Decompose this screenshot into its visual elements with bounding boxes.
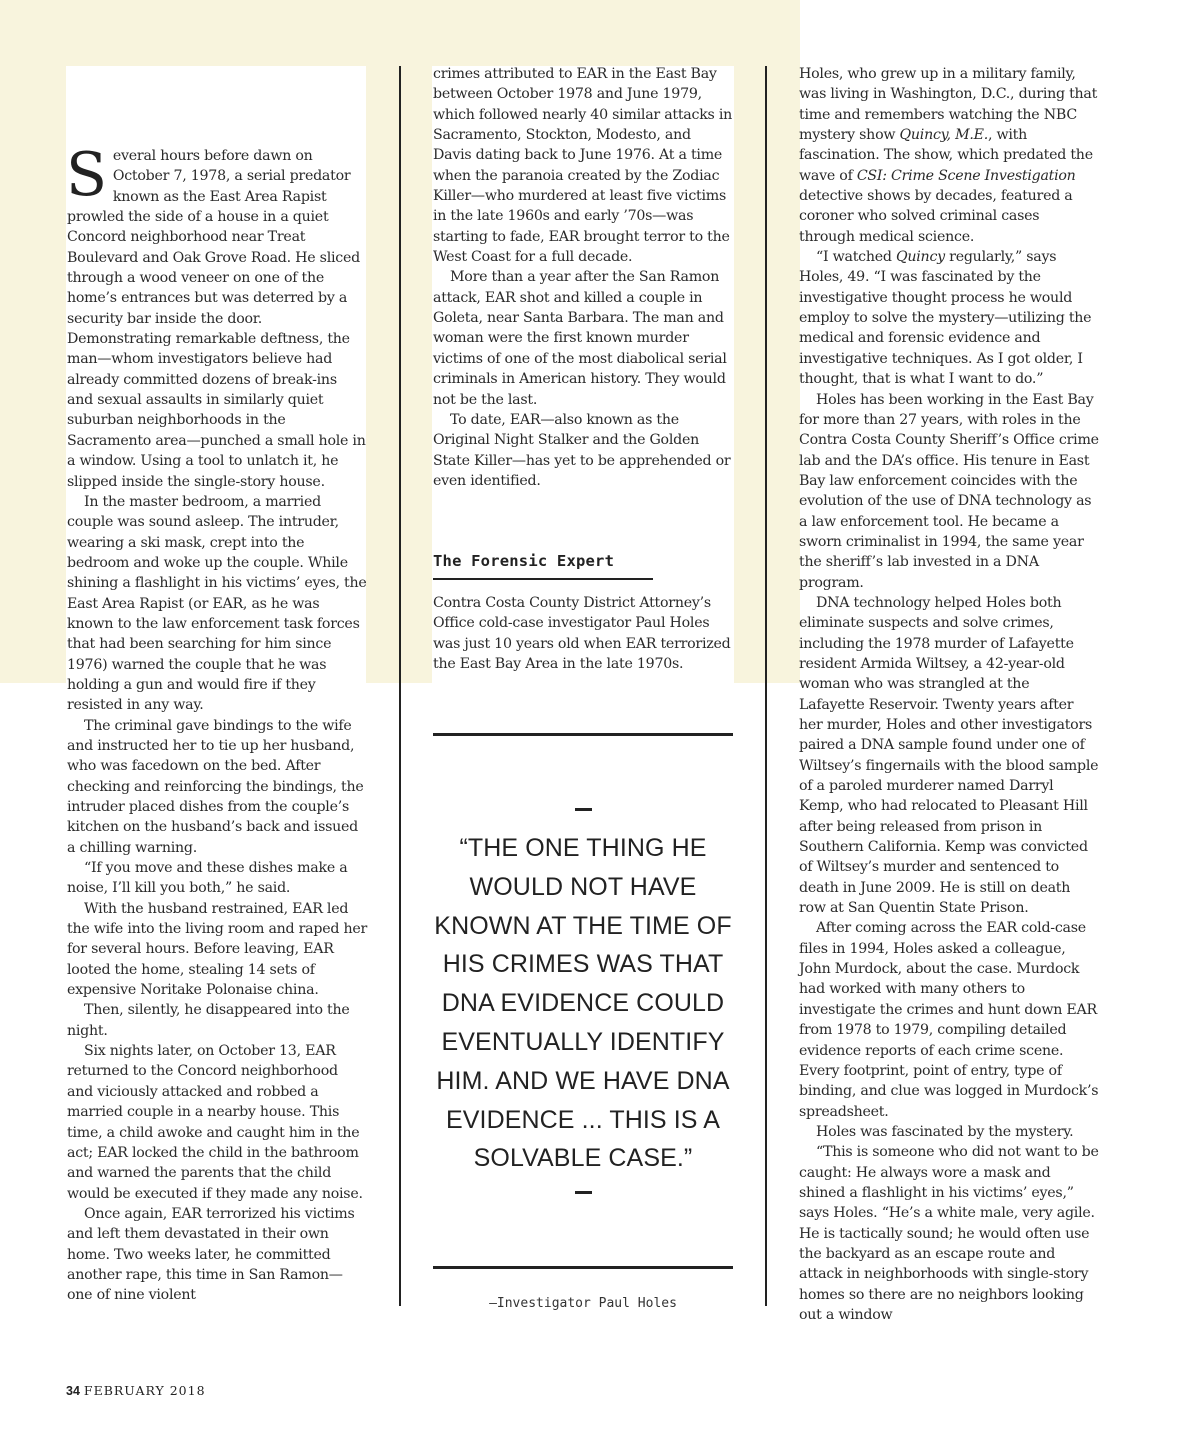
body-paragraph: crimes attributed to EAR in the East Bay between October 1978 and June 1979, which followed nearly 40 similar attacks in Sacramento, Stockton, Modesto, and Davis dating back to June 1976. At a time when the paranoia created by the Zodiac Killer—who murdered at least five victims in the late 1960s and early ’70s—was starting to fade, EAR brought terror to the West Coast for a full decade. (433, 66, 733, 266)
page-number: 34 (66, 1384, 80, 1398)
page-folio (66, 1383, 206, 1398)
body-paragraph: Six nights later, on October 13, EAR returned to the Concord neighborhood and viciously attacked and robbed a married couple in a nearby house. This time, a child awoke and caught him in the act; EAR locked the child in the bathroom and warned the parents that the child would be executed if they made any noise. (67, 1043, 363, 1202)
body-paragraph: “This is someone who did not want to be caught: He always wore a mask and shined a flashlight in his victims’ eyes,” says Holes. “He’s a white male, very agile. He is tactically sound; he would often use the backyard as an escape route and attack in neighborhoods with single-story homes so there are no neighbors looking out a window (799, 1144, 1099, 1323)
right-column (799, 64, 1099, 1325)
body-paragraph: More than a year after the San Ramon attack, EAR shot and killed a couple in Goleta, near Santa Barbara. The man and woman were the first known murder victims of one of the most diabolical serial criminals in American history. They would not be the last. (433, 269, 727, 408)
body-paragraph: Holes was fascinated by the mystery. (816, 1123, 1074, 1140)
body-paragraph: After coming across the EAR cold-case files in 1994, Holes asked a colleague, John Murdock, about the case. Murdock had worked with many others to investigate the crimes and hunt down EAR from 1978 to 1979, compiling detailed evidence reports of each crime scene. Every footprint, point of entry, type of binding, and clue was logged in Murdock’s spreadsheet. (799, 920, 1099, 1120)
body-paragraph: “If you move and these dishes make a noise, I’ll kill you both,” he said. (67, 860, 348, 897)
body-paragraph: In the master bedroom, a married couple was sound asleep. The intruder, wearing a ski mask, crept into the bedroom and woke up the couple. While shining a flashlight in his victims’ eyes, the East Area Rapist (or EAR, as he was known to the law enforcement task forces that had been searching for him since 1976) warned the couple that he was holding a gun and would fire if they resisted in any way. (67, 493, 367, 714)
body-paragraph: “I watched Quincy regularly,” says Holes, 49. “I was fascinated by the investigative thought process he would employ to solve the mystery—utilizing the medical and forensic evidence and investigative techniques. As I got older, I thought, that is what I want to do.” (799, 249, 1092, 388)
pull-quote-dash-bottom (575, 1191, 592, 1194)
pull-quote-dash-top (575, 808, 592, 811)
column-divider-left (399, 66, 401, 1306)
column-divider-right (765, 66, 767, 1306)
pull-quote-bottom-rule (433, 1266, 733, 1269)
body-paragraph: Holes has been working in the East Bay for more than 27 years, with roles in the Contra Costa County Sheriff’s Office crime lab and the DA’s office. His tenure in East Bay law enforcement coincides with the evolution of the use of DNA technology as a law enforcement tool. He became a sworn criminalist in 1994, the same year the sheriff’s lab invested in a DNA program. (799, 391, 1099, 591)
drop-cap: S (66, 140, 107, 210)
issue-date: FEBRUARY 2018 (83, 1383, 206, 1398)
body-paragraph: The criminal gave bindings to the wife and instructed her to tie up her husband, who was facedown on the bed. After checking and reinforcing the bindings, the intruder placed dishes from the couple’s kitchen on the husband’s back and issued a chilling warning. (67, 717, 364, 856)
section-intro (433, 593, 733, 674)
middle-column (433, 64, 733, 491)
body-paragraph: To date, EAR—also known as the Original Night Stalker and the Golden State Killer—has yet to be apprehended or even identified. (433, 411, 731, 489)
body-paragraph: Contra Costa County District Attorney’s Office cold-case investigator Paul Holes was just 10 years old when EAR terrorized the East Bay Area in the late 1970s. (433, 595, 731, 673)
body-paragraph: Holes, who grew up in a military family, was living in Washington, D.C., during that time and remembers watching the NBC mystery show Quincy, M.E., with fascination. The show, which predated the wave of CSI: Crime Scene Investigation detective shows by decades, featured a coroner who solved criminal cases through medical science. (799, 66, 1098, 245)
body-paragraph: DNA technology helped Holes both eliminate suspects and solve crimes, including the 1978 murder of Lafayette resident Armida Wiltsey, a 42-year-old woman who was strangled at the Lafayette Reservoir. Twenty years after her murder, Holes and other investigators paired a DNA sample found under one of Wiltsey’s fingernails with the blood sample of a paroled murderer named Darryl Kemp, who had relocated to Pleasant Hill after being released from prison in Southern California. Kemp was convicted of Wiltsey’s murder and sentenced to death in June 2009. He is still on death row at San Quentin State Prison. (799, 594, 1099, 917)
pull-quote-attribution: —Investigator Paul Holes (489, 1296, 677, 1311)
pull-quote: “THE ONE THING HE WOULD NOT HAVE KNOWN AT THE TIME OF HIS CRIMES WAS THAT DNA EVIDENCE COULD EVENTUALLY IDENTIFY HIM. AND WE HAVE DNA EVIDENCE ... THIS IS A SOLVABLE CASE.” (434, 834, 732, 1173)
body-paragraph: Then, silently, he disappeared into the night. (67, 1002, 350, 1039)
body-paragraph: With the husband restrained, EAR led the wife into the living room and raped her for several hours. Before leaving, EAR looted the home, stealing 14 sets of expensive Noritake Polonaise china. (67, 900, 368, 999)
section-heading: The Forensic Expert (433, 552, 615, 570)
body-paragraph: Once again, EAR terrorized his victims and left them devastated in their own home. Two weeks later, he committed another rape, this time in San Ramon—one of nine violent (67, 1205, 355, 1304)
pull-quote-top-rule (433, 733, 733, 736)
opening-paragraph: Several hours before dawn on October 7, 1978, a serial predator known as the East Area Rapist prowled the side of a house in a quiet Concord neighborhood near Treat Boulevard and Oak Grove Road. He sliced through a wood veneer on one of the home’s entrances but was deterred by a security bar inside the door. Demonstrating remarkable deftness, the man—whom investigators believe had already committed dozens of break-ins and sexual assaults in similarly quiet suburban neighborhoods in the Sacramento area—punched a small hole in a window. Using a tool to unlatch it, he slipped inside the single-story house. (66, 140, 366, 490)
section-heading-underline (433, 578, 653, 580)
left-column (66, 140, 368, 1306)
